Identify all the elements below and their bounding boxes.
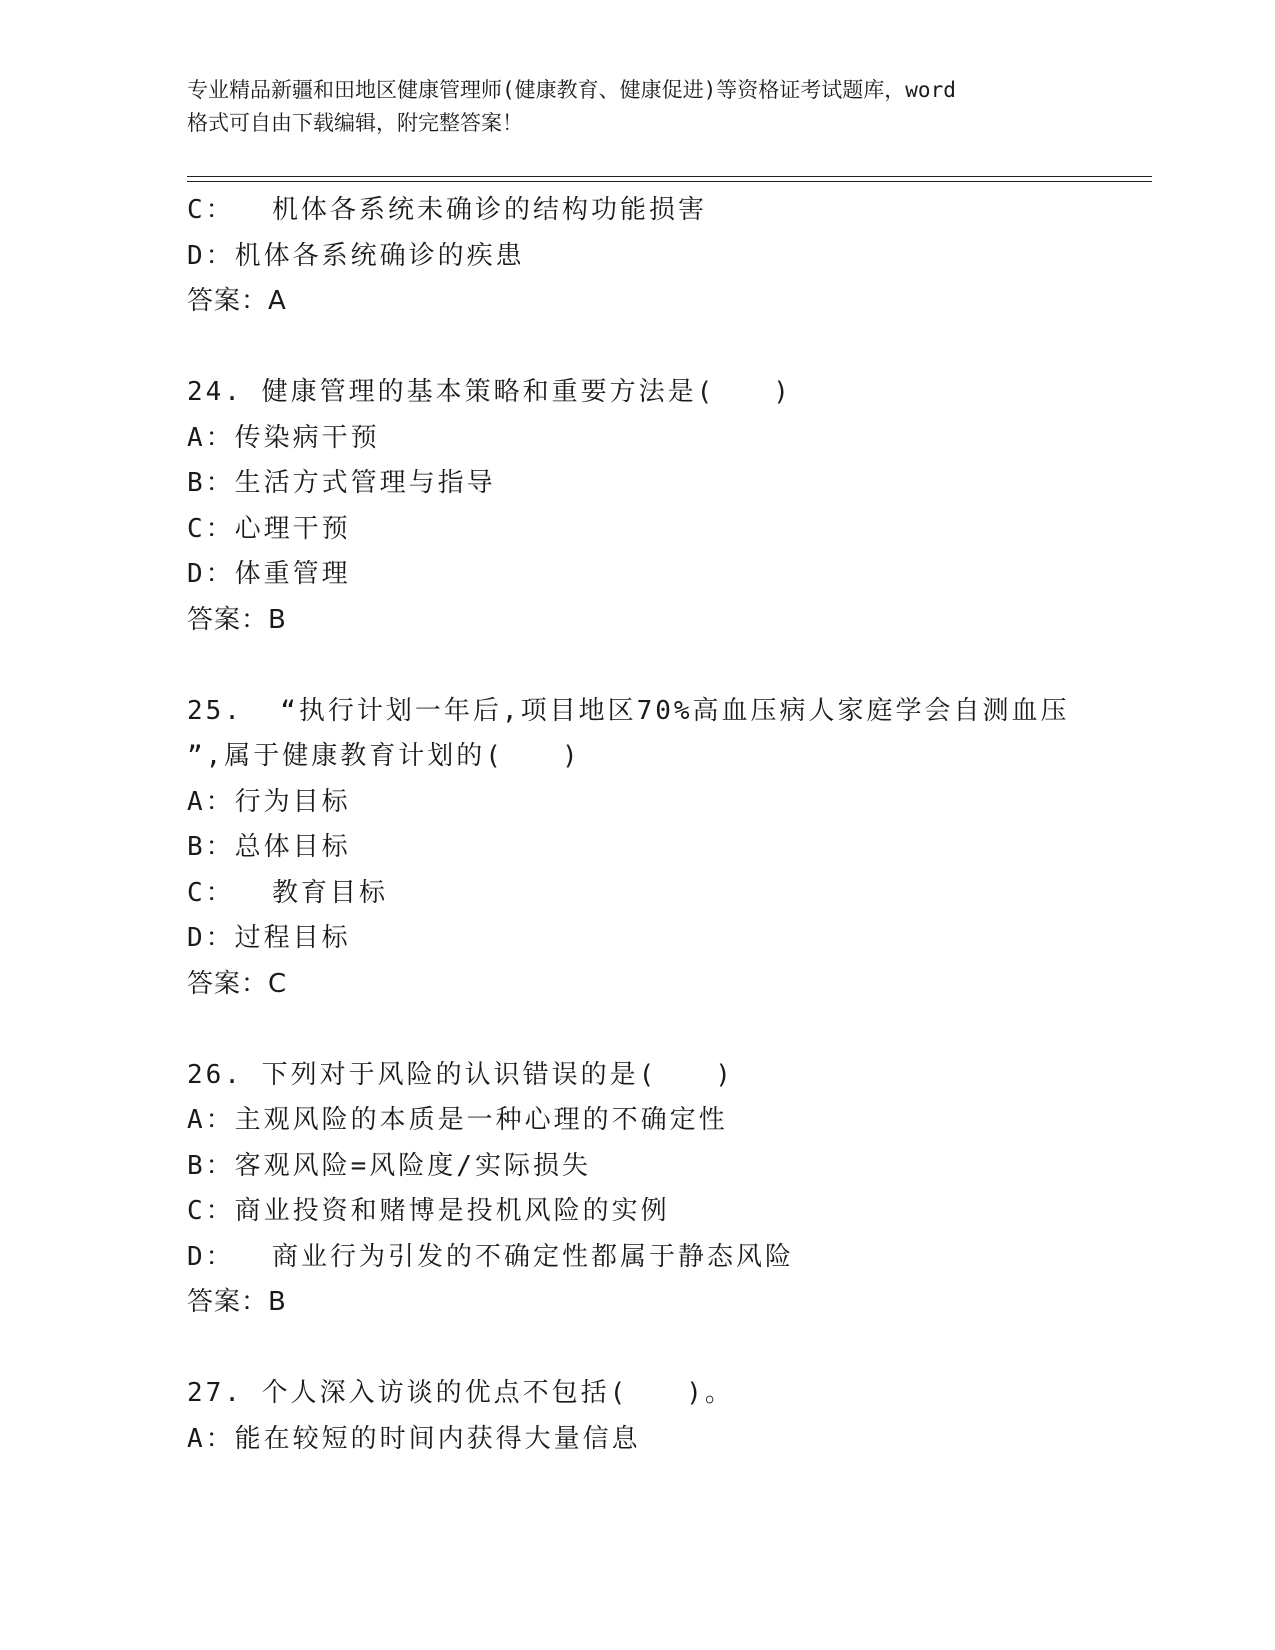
answer: 答案：B [187, 604, 287, 635]
question-stem-continued: ”,属于健康教育计划的( ) [187, 741, 581, 771]
header-rule-bottom [187, 181, 1152, 182]
answer: 答案：A [187, 286, 287, 316]
page-header [187, 74, 1087, 140]
spacer [187, 1326, 1147, 1372]
option-d: D：体重管理 [187, 559, 351, 589]
question-stem: 27. 个人深入访谈的优点不包括( )。 [187, 1378, 734, 1408]
option-a: A：能在较短的时间内获得大量信息 [187, 1423, 641, 1454]
header-rule-top [187, 176, 1152, 177]
option-b: B：生活方式管理与指导 [187, 468, 496, 498]
question-23-tail [187, 188, 1147, 325]
question-27 [187, 1371, 1147, 1462]
question-list [187, 188, 1147, 1462]
question-stem: 25. “执行计划一年后,项目地区70%高血压病人家庭学会自测血压 [187, 695, 1070, 726]
question-25 [187, 689, 1147, 1008]
option-d: D： 商业行为引发的不确定性都属于静态风险 [187, 1241, 794, 1272]
spacer [187, 1007, 1147, 1053]
option-b: B：总体目标 [187, 832, 351, 862]
answer: 答案：C [187, 968, 288, 999]
option-c: C： 机体各系统未确诊的结构功能损害 [187, 195, 707, 225]
header-line-2: 格式可自由下载编辑，附完整答案！ [187, 111, 523, 135]
option-c: C： 教育目标 [187, 877, 388, 908]
option-a: A：行为目标 [187, 786, 351, 817]
option-d: D：过程目标 [187, 923, 351, 953]
option-a: A：传染病干预 [187, 422, 380, 453]
question-24 [187, 370, 1147, 643]
option-d: D：机体各系统确诊的疾患 [187, 240, 525, 271]
question-26 [187, 1053, 1147, 1326]
header-line-1: 专业精品新疆和田地区健康管理师(健康教育、健康促进)等资格证考试题库，word [187, 78, 956, 102]
spacer [187, 325, 1147, 371]
option-a: A：主观风险的本质是一种心理的不确定性 [187, 1105, 728, 1135]
option-c: C：商业投资和赌博是投机风险的实例 [187, 1196, 670, 1226]
question-stem: 24. 健康管理的基本策略和重要方法是( ) [187, 377, 792, 407]
option-c: C：心理干预 [187, 513, 351, 544]
option-b: B：客观风险=风险度/实际损失 [187, 1150, 591, 1181]
question-stem: 26. 下列对于风险的认识错误的是( ) [187, 1059, 734, 1090]
answer: 答案：B [187, 1287, 287, 1317]
spacer [187, 643, 1147, 689]
